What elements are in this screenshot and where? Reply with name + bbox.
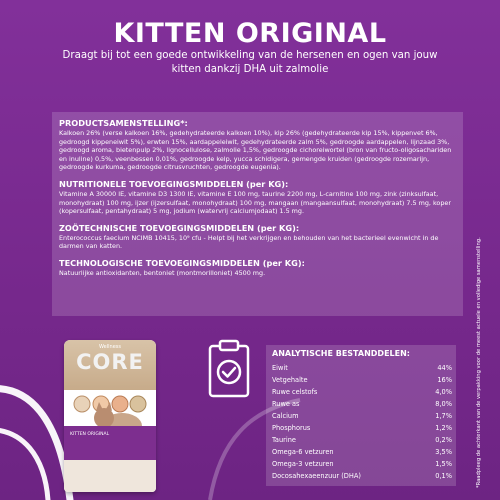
analysis-row (272, 436, 452, 446)
nutritional-additives-text: Vitamine A 30000 IE, vitamine D3 1300 IE, vitamine E 100 mg, taurine 2200 mg, L-carnitine 100 mg, zink (zinksulfaat, monohydraat) 100 mg, ijzer (ijzersulfaat, monohydraat) 100 mg, mangaan (mangaansulfaat, monohydraat) 7.5 mg, koper (kopersulfaat, pentahydraat) 5 mg, jodium (watervrij calciumjodaat) 1.5 mg. (59, 189, 451, 216)
bag-band-text: KITTEN ORIGINAL (70, 432, 110, 437)
analysis-name: Ruwe celstofs (272, 388, 318, 396)
analysis-value: 3,5% (435, 448, 452, 456)
analysis-value: 16% (437, 376, 452, 384)
bag-bottom (64, 460, 156, 492)
clipboard-check-icon (205, 339, 253, 399)
side-note: *Raadpleeg de achterkant van de verpakking voor de meest actuele en volledige samenstelling. (476, 237, 482, 488)
analysis-value: 4,0% (435, 388, 452, 396)
analysis-row (272, 472, 452, 482)
nutritional-additives-heading: NUTRITIONELE TOEVOEGINGSMIDDELEN (per KG): (59, 178, 289, 189)
zootechnical-additives-heading: ZOÖTECHNISCHE TOEVOEGINGSMIDDELEN (per KG): (59, 222, 300, 233)
analysis-row (272, 364, 452, 374)
analysis-row (272, 400, 452, 410)
analysis-value: 1,5% (435, 460, 452, 468)
analysis-name: Calcium (272, 412, 299, 420)
technological-additives-heading: TECHNOLOGISCHE TOEVOEGINGSMIDDELEN (per KG): (59, 257, 305, 268)
product-image (64, 340, 156, 492)
zootechnical-additives-text: Enterococcus faecium NCIMB 10415, 10⁹ cfu - Helpt bij het verkrijgen en behouden van het bacterieel evenwicht in de darmen van katten. (59, 233, 439, 251)
analysis-row (272, 460, 452, 470)
analysis-name: Docosahexaeenzuur (DHA) (272, 472, 361, 480)
composition-heading: PRODUCTSAMENSTELLING*: (59, 118, 188, 128)
page-subtitle: Draagt bij tot een goede ontwikkeling van de hersenen en ogen van jouw kitten dankzij DHA uit zalmolie (62, 50, 438, 75)
analysis-name: Vetgehalte (272, 376, 308, 384)
analysis-row (272, 412, 452, 422)
composition-panel (52, 112, 463, 316)
analysis-panel (266, 345, 456, 486)
analysis-name: Phosphorus (272, 424, 311, 432)
analysis-value: 1,7% (435, 412, 452, 420)
analysis-value: 1,2% (435, 424, 452, 432)
analysis-value: 8,0% (435, 400, 452, 408)
composition-content (59, 118, 457, 285)
analysis-value: 44% (437, 364, 452, 372)
page-title: KITTEN ORIGINAL (113, 18, 387, 49)
analysis-value: 0,2% (435, 436, 452, 444)
analysis-value: 0,1% (435, 472, 452, 480)
technological-additives-text: Natuurlijke antioxidanten, bentoniet (montmorilloniet) 4500 mg. (59, 268, 266, 277)
composition-text: Kalkoen 26% (verse kalkoen 16%, gedehydrateerde kalkoen 10%), kip 26% (gedehydrateerde kip 15%, kippenvet 6%, gedroogd kippeneiwit 5%), erwten 15%, aardappeleiwit, gedehydrateerde zalm 5%, gedroogde aardappelen, lijnzaad 3%, gedroogd aroma, bietenpulp 2%, lignocellulose, zalmolie 1,5%, gedroogde cichoreiwortel (bron van fructo-oligosachariden en inuline) 0,5%, veenbessen 0,01%, gedroogde kelp, yucca schidigera, gemengde kruiden (gedroogde rozemarijn, gedroogde kurkuma, gedroogde citrusvruchten, gedroogde eugenia). (59, 129, 452, 172)
analysis-title: ANALYTISCHE BESTANDDELEN: (272, 349, 410, 358)
analysis-name: Omega-6 vetzuren (272, 448, 334, 456)
analysis-row (272, 424, 452, 434)
analysis-name: Omega-3 vetzuren (272, 460, 334, 468)
bag-logo: CORE (76, 350, 144, 374)
analysis-name: Eiwit (272, 364, 288, 372)
analysis-row (272, 388, 452, 398)
bag-brand: Wellness (99, 344, 121, 350)
analysis-name: Taurine (272, 436, 296, 444)
analysis-row (272, 448, 452, 458)
analysis-row (272, 376, 452, 386)
analysis-name: Ruwe as (272, 400, 300, 408)
